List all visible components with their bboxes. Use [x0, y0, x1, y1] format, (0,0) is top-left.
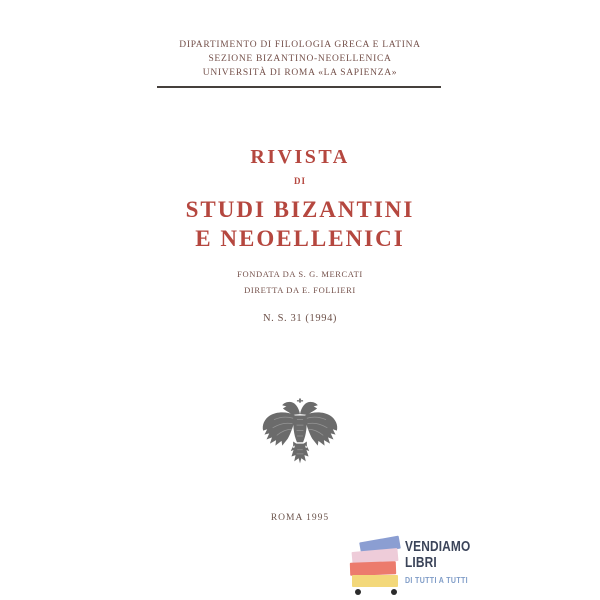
institution-line-2: SEZIONE BIZANTINO-NEOELLENICA	[208, 54, 392, 64]
logo-word-libri: LIBRI	[405, 554, 437, 571]
double-headed-eagle-icon	[259, 396, 341, 472]
logo-word-vendiamo: VENDIAMO	[405, 539, 471, 555]
journal-title	[0, 146, 600, 253]
logo-text-block	[405, 540, 485, 585]
directed-by-line: DIRETTA DA E. FOLLIERI	[244, 285, 356, 295]
institution-line-3: UNIVERSITÀ DI ROMA «LA SAPIENZA»	[202, 68, 398, 78]
issue-number: N. S. 31 (1994)	[262, 313, 338, 324]
title-line-di: DI	[293, 176, 306, 186]
editors-block	[0, 266, 600, 298]
founded-by-line: FONDATA DA S. G. MERCATI	[237, 269, 363, 279]
cart-wheel-left	[355, 589, 361, 595]
vendiamo-libri-logo	[348, 537, 498, 599]
title-line-rivista: RIVISTA	[250, 146, 350, 168]
institution-header	[0, 38, 600, 80]
cart-wheel-right	[391, 589, 397, 595]
stacked-book-yellow	[352, 575, 398, 587]
header-divider	[157, 86, 441, 88]
logo-tagline: DI TUTTI A TUTTI	[405, 576, 468, 585]
institution-line-1: DIPARTIMENTO DI FILOLOGIA GRECA E LATINA	[179, 40, 421, 50]
imprint-roma-1995: ROMA 1995	[270, 513, 330, 523]
title-line-e-neoellenici: E NEOELLENICI	[195, 226, 405, 251]
book-cart-icon	[348, 537, 404, 597]
stacked-book-red	[350, 561, 396, 576]
title-line-studi-bizantini: STUDI BIZANTINI	[185, 197, 415, 222]
